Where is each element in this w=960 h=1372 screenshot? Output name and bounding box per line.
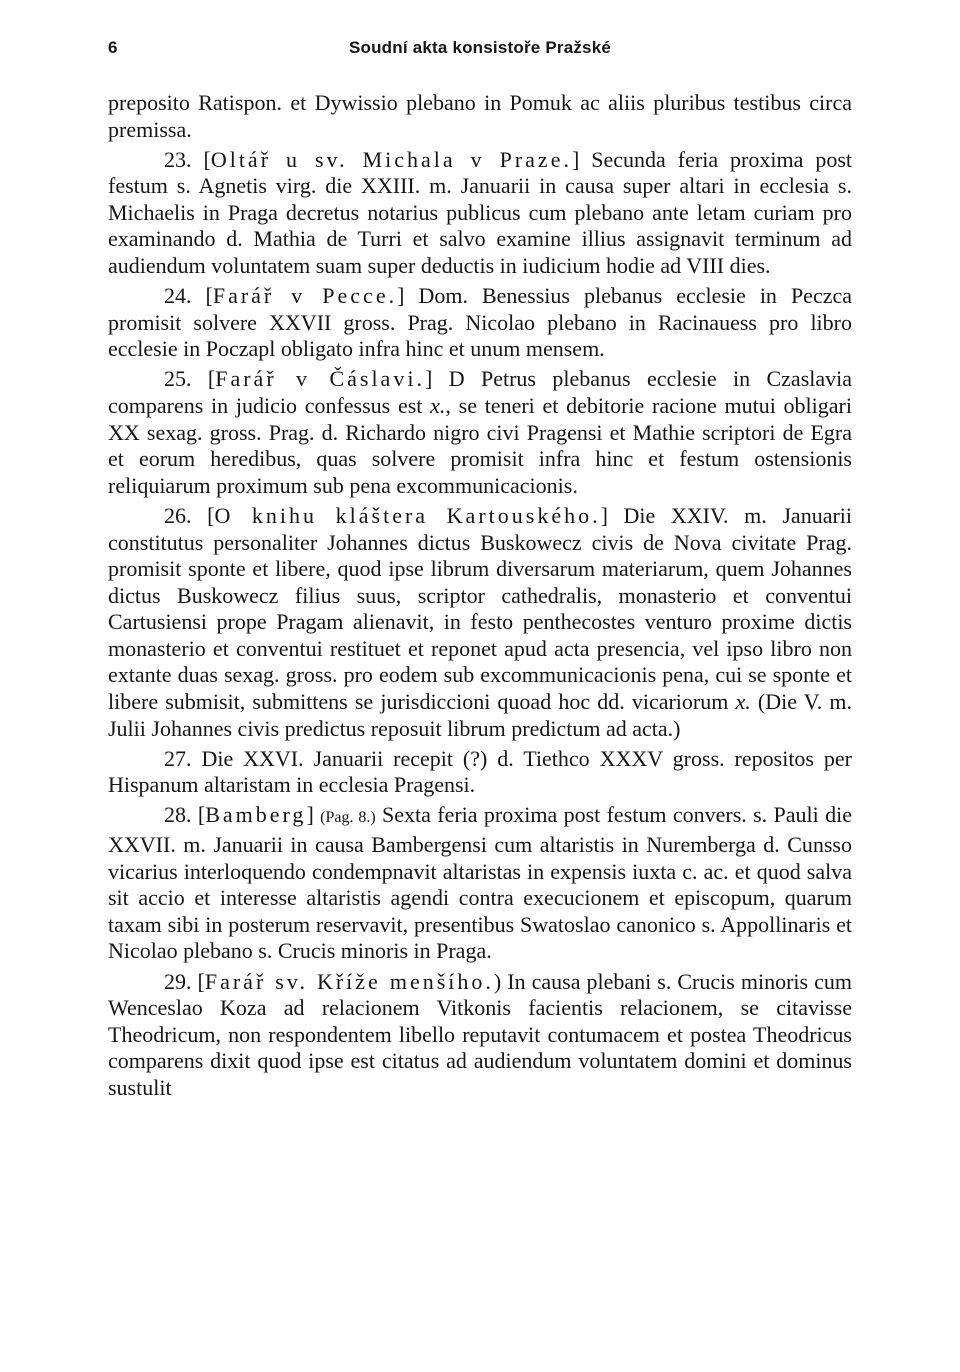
- bracket-open: [: [205, 283, 213, 309]
- bracket-close: ]: [397, 283, 405, 309]
- entry-number: 28.: [164, 802, 192, 828]
- entry-number: 29.: [164, 968, 192, 994]
- bracket-close: ]: [424, 366, 433, 392]
- entry-29: [108, 969, 852, 1102]
- bracket-open: [: [197, 802, 206, 828]
- entry-text: Dom. Benessius plebanus ecclesie in Peczca promisit solvere XXVII gross. Prag. Nicolao plebano in Racinauess pro libro ecclesie in Poczapl obligato infra hinc et unum mensem.: [108, 283, 852, 362]
- entry-28: [108, 802, 852, 965]
- entry-23: [108, 147, 852, 280]
- entry-number: 27.: [164, 745, 192, 771]
- entry-title: Farář sv. Kříže menšího.: [204, 968, 494, 994]
- entry-title: Bamberg: [205, 802, 307, 828]
- entry-24: [108, 283, 852, 363]
- entry-text-continued: (Die V. m. Julii Johannes civis predictus reposuit librum predictum ad acta.): [108, 689, 853, 741]
- bracket-close: ]: [306, 802, 314, 828]
- entry-text: Die XXVI. Januarii recepit (?) d. Tiethco XXXV gross. repositos per Hispanum altaristam in ecclesia Pragensi.: [108, 745, 853, 798]
- entry-text: Sexta feria proxima post festum convers. s. Pauli die XXVII. m. Januarii in causa Bambergensi cum altaristis in Nuremberga d. Cunsso vicarius interloquendo condempnavit altaristas in expensis iuxta c. ac. et quod salva sit accio et interesse altaristis agendi contra execucionem et episcopum, quarum taxam sibi in posterum reservavit, presentibus Swatoslao canonico s. Appollinaris et Nicolao plebano s. Crucis minoris in Praga.: [108, 802, 852, 964]
- running-title: Soudní akta konsistoře Pražské: [348, 38, 612, 57]
- entry-number: 25.: [164, 366, 192, 392]
- paragraph-intro: [108, 90, 852, 143]
- abbreviation-x: x.: [430, 393, 446, 419]
- entry-text-continued: , se teneri et debitorie racione mutui obligari XX sexag. gross. Prag. d. Richardo nigro civi Pragensi et Mathie scriptori de Egra et eorum heredibus, quas solvere promisit infra hinc et festum ostensionis reliquiarum proximum sub pena excommunicacionis.: [108, 393, 852, 498]
- entry-text: In causa plebani s. Crucis minoris cum Wenceslao Koza ad relacionem Vitkonis facientis relacionem, se citavisse Theodricum, non respondentem libello reputavit contumacem et postea Theodricus comparens dixit quod ipse est citatus ad audiendum voluntatem domini et dominus sustulit: [108, 968, 852, 1100]
- page-reference: (Pag. 8.): [320, 809, 376, 827]
- running-header: [108, 38, 852, 68]
- entry-26: [108, 503, 852, 742]
- bracket-close: ): [493, 968, 502, 994]
- entry-title: Farář v Pecce.: [212, 283, 398, 309]
- entry-title: Farář v Čáslavi.: [215, 366, 425, 392]
- bracket-close: ]: [571, 146, 580, 172]
- entry-number: 23.: [164, 146, 192, 172]
- entry-27: [108, 746, 852, 799]
- entry-title: Oltář u sv. Michala v Praze.: [210, 146, 572, 172]
- text-body: [108, 90, 852, 1105]
- paragraph-text: preposito Ratispon. et Dywissio plebano in Pomuk ac aliis pluribus testibus circa premissa.: [108, 90, 852, 142]
- abbreviation-x: x.: [735, 689, 751, 715]
- bracket-open: [: [207, 366, 216, 392]
- entry-text: Die XXIV. m. Januarii constitutus personaliter Johannes dictus Buskowecz civis de Nova civitate Prag. promisit sponte et libere, quod ipse librum diversarum materiarum, quem Johannes dictus Buskowecz filius suus, scriptor cathedralis, monasterio et conventui Cartusiensi prope Pragam alienavit, in festo penthecostes venturo proxime dictis monasterio et conventui restituet et reponet apud acta presencia, vel ipso libro non extante duas sexag. gross. pro eodem sub excommunicacionis pena, cui se sponte et libere submisit, submittens se jurisdiccioni quoad hoc dd. vicariorum: [108, 502, 853, 715]
- entry-text: Secunda feria proxima post festum s. Agnetis virg. die XXIII. m. Januarii in causa super altari in ecclesia s. Michaelis in Praga decretus notarius publicus cum plebano ante letam curiam pro examinando d. Mathia de Turri et salvo examine illius assignavit terminum ad audiendum voluntatem suam super deductis in iudicium hodie ad VIII dies.: [108, 146, 853, 279]
- entry-number: 26.: [164, 502, 192, 528]
- entry-number: 24.: [164, 283, 192, 309]
- entry-25: [108, 366, 852, 499]
- bracket-open: [: [203, 146, 211, 172]
- page-number: 6: [108, 38, 118, 57]
- entry-title: O knihu kláštera Kartouského.: [214, 502, 601, 528]
- bracket-close: ]: [600, 502, 608, 528]
- bracket-open: [: [197, 968, 205, 994]
- entry-text: D Petrus plebanus ecclesie in Czaslavia comparens in judicio confessus est: [108, 366, 853, 419]
- bracket-open: [: [207, 502, 215, 528]
